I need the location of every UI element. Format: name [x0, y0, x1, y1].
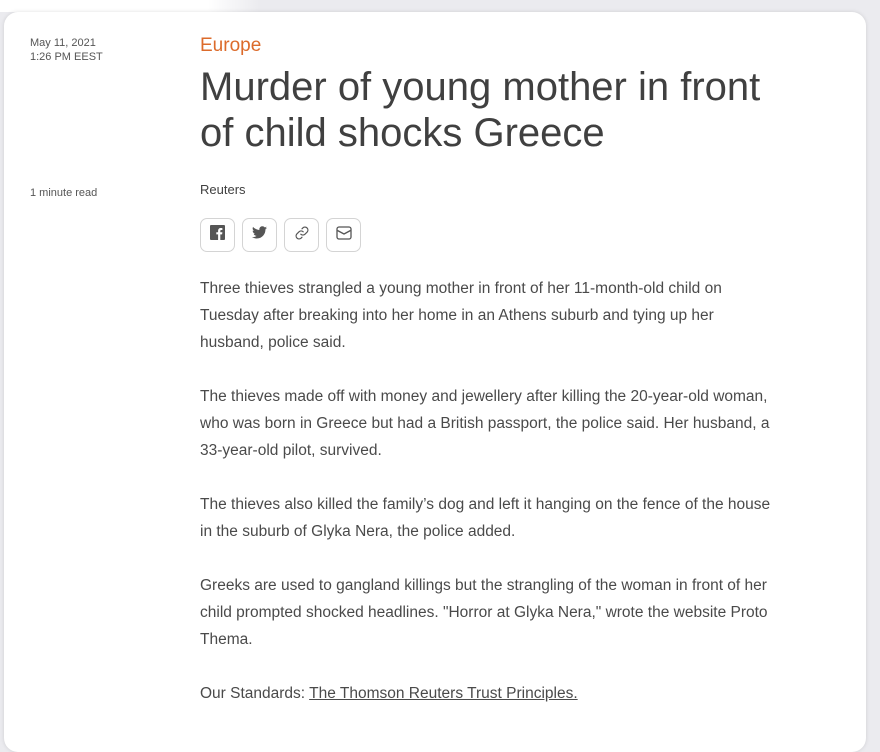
email-icon	[336, 226, 352, 245]
headline: Murder of young mother in front of child shocks Greece	[200, 65, 761, 155]
standards-line	[200, 680, 780, 707]
category-link[interactable]: Europe	[200, 35, 262, 56]
byline: Reuters	[200, 182, 246, 197]
standards-label: Our Standards:	[200, 685, 310, 702]
email-share-button[interactable]	[326, 218, 361, 252]
share-bar	[200, 218, 800, 252]
paragraph: Greeks are used to gangland killings but the strangling of the woman in front of her child prompted shocked headlines. "Horror at Glyka Nera," wrote the website Proto Thema.	[200, 577, 768, 648]
trust-principles-link[interactable]: The Thomson Reuters Trust Principles.	[309, 685, 578, 702]
paragraph: Three thieves strangled a young mother in front of her 11-month-old child on Tuesday after breaking into her home in an Athens suburb and tying up her husband, police said.	[200, 280, 722, 351]
copy-link-button[interactable]	[284, 218, 319, 252]
facebook-icon	[210, 225, 225, 245]
twitter-icon	[252, 226, 267, 244]
article-main	[200, 34, 800, 734]
facebook-share-button[interactable]	[200, 218, 235, 252]
paragraph: The thieves also killed the family’s dog and left it hanging on the fence of the house in the suburb of Glyka Nera, the police added.	[200, 496, 771, 540]
read-time: 1 minute read	[30, 187, 98, 199]
article-timestamp	[30, 36, 103, 64]
background-fade	[0, 0, 260, 12]
article-body	[200, 275, 800, 707]
article-time: 1:26 PM EEST	[30, 51, 103, 63]
link-icon	[294, 225, 310, 246]
article-date: May 11, 2021	[30, 37, 96, 49]
article-card	[4, 12, 866, 752]
twitter-share-button[interactable]	[242, 218, 277, 252]
paragraph: The thieves made off with money and jewellery after killing the 20-year-old woman, who was born in Greece but had a British passport, the police said. Her husband, a 33-year-old pilot, survived.	[200, 388, 770, 459]
